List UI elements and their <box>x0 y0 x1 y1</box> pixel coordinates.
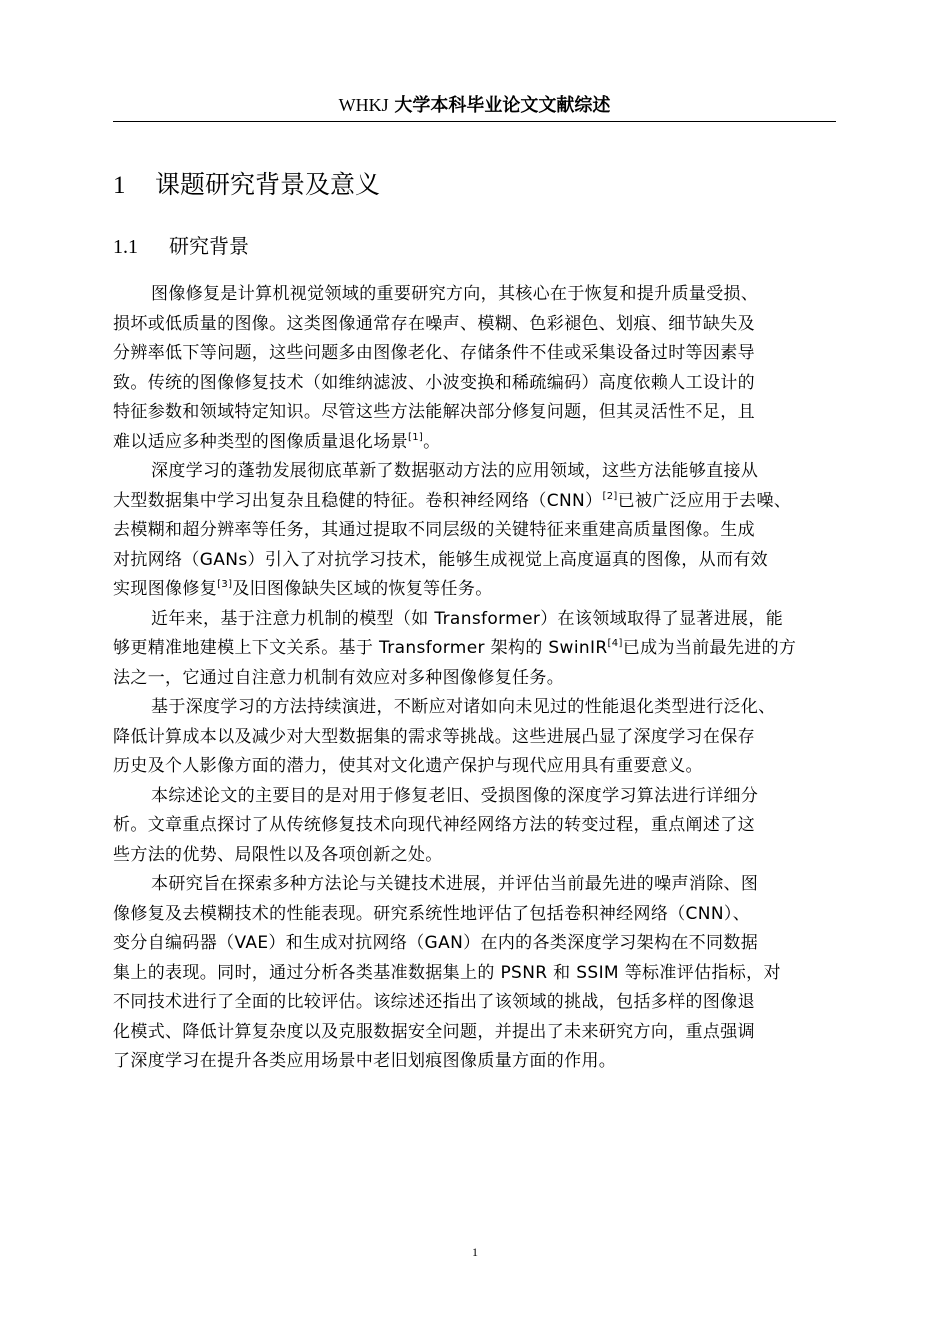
page-number: 1 <box>472 1245 478 1259</box>
body-line <box>113 310 837 340</box>
body-line <box>113 693 837 723</box>
running-header <box>113 92 836 119</box>
header-rule <box>113 121 836 122</box>
line-text-after: 及旧图像缺失区域的恢复等任务。 <box>232 579 493 599</box>
line-text: 分辨率低下等问题，这些问题多由图像老化、存储条件不佳或采集设备过时等因素导 <box>113 343 755 363</box>
line-text: 降低计算成本以及减少对大型数据集的需求等挑战。这些进展凸显了深度学习在保存 <box>113 726 755 747</box>
subsection-number: 1.1 <box>113 236 138 258</box>
line-text: 图像修复是计算机视觉领域的重要研究方向，其核心在于恢复和提升质量受损、 <box>151 284 759 304</box>
body-line <box>113 605 837 635</box>
subsection-title: 研究背景 <box>169 234 249 258</box>
line-text: 历史及个人影像方面的潜力，使其对文化遗产保护与现代应用具有重要意义。 <box>113 756 703 776</box>
line-text: 本综述论文的主要目的是对用于修复老旧、受损图像的深度学习算法进行详细分 <box>151 785 759 806</box>
citation-ref: [2] <box>602 490 618 502</box>
line-text: 损坏或低质量的图像。这类图像通常存在噪声、模糊、色彩褪色、划痕、细节缺失及 <box>113 313 755 334</box>
line-text-after: 已被广泛应用于去噪、 <box>617 490 792 511</box>
body-line <box>113 487 837 517</box>
line-text-after: 已成为当前最先进的方 <box>622 638 797 658</box>
line-text: 特征参数和领域特定知识。尽管这些方法能解决部分修复问题，但其灵活性不足，且 <box>113 402 755 422</box>
body-line <box>113 811 837 841</box>
line-text: 析。文章重点探讨了从传统修复技术向现代神经网络方法的转变过程，重点阐述了这 <box>113 815 755 835</box>
citation-ref: [4] <box>607 638 623 649</box>
line-text: 本研究旨在探索多种方法论与关键技术进展，并评估当前最先进的噪声消除、图 <box>151 874 759 894</box>
section-heading <box>113 168 380 203</box>
body-line <box>113 723 837 753</box>
header-title: 大学本科毕业论文文献综述 <box>394 95 611 116</box>
body-line <box>113 280 837 310</box>
subsection-heading <box>113 232 249 261</box>
body-line <box>113 369 837 399</box>
line-text: 近年来，基于注意力机制的模型（如 Transformer）在该领域取得了显著进展，能 <box>151 608 784 629</box>
line-text: 基于深度学习的方法持续演进，不断应对诸如向未见过的性能退化类型进行泛化、 <box>151 697 776 717</box>
body-line <box>113 752 837 782</box>
citation-ref: [1] <box>407 431 424 443</box>
body-line <box>113 1047 837 1077</box>
line-text: 了深度学习在提升各类应用场景中老旧划痕图像质量方面的作用。 <box>113 1051 617 1071</box>
line-text: 不同技术进行了全面的比较评估。该综述还指出了该领域的挑战，包括多样的图像退 <box>113 992 755 1012</box>
section-title: 课题研究背景及意义 <box>155 170 381 199</box>
body-line <box>113 339 837 369</box>
line-text: 对抗网络（GANs）引入了对抗学习技术，能够生成视觉上高度逼真的图像，从而有效 <box>113 549 769 570</box>
body-line <box>113 1018 837 1048</box>
body-text <box>113 280 837 1077</box>
line-text: 致。传统的图像修复技术（如维纳滤波、小波变换和稀疏编码）高度依赖人工设计的 <box>113 372 755 393</box>
line-text: 像修复及去模糊技术的性能表现。研究系统性地评估了包括卷积神经网络（CNN）、 <box>113 903 751 924</box>
body-line <box>113 988 837 1018</box>
header-code: WHKJ <box>338 95 389 115</box>
line-text-after: 。 <box>423 431 441 452</box>
body-line <box>113 782 837 812</box>
line-text: 法之一，它通过自注意力机制有效应对多种图像修复任务。 <box>113 667 565 688</box>
body-line <box>113 959 837 989</box>
line-text: 难以适应多种类型的图像质量退化场景 <box>113 431 408 452</box>
line-text: 去模糊和超分辨率等任务，其通过提取不同层级的关键特征来重建高质量图像。生成 <box>113 520 755 540</box>
body-line <box>113 516 837 546</box>
line-text: 实现图像修复 <box>113 579 218 599</box>
body-line <box>113 428 837 458</box>
body-line <box>113 929 837 959</box>
line-text: 化模式、降低计算复杂度以及克服数据安全问题，并提出了未来研究方向，重点强调 <box>113 1021 755 1042</box>
line-text: 深度学习的蓬勃发展彻底革新了数据驱动方法的应用领域，这些方法能够直接从 <box>151 461 759 481</box>
citation-ref: [3] <box>217 579 233 590</box>
body-line <box>113 634 837 664</box>
line-text: 大型数据集中学习出复杂且稳健的特征。卷积神经网络（CNN） <box>113 490 603 511</box>
body-line <box>113 900 837 930</box>
body-line <box>113 841 837 871</box>
body-line <box>113 398 837 428</box>
line-text: 够更精准地建模上下文关系。基于 Transformer 架构的 SwinIR <box>113 638 608 658</box>
body-line <box>113 870 837 900</box>
line-text: 集上的表现。同时，通过分析各类基准数据集上的 PSNR 和 SSIM 等标准评估指标，对 <box>113 962 781 983</box>
body-line <box>113 457 837 487</box>
body-line <box>113 546 837 576</box>
line-text: 些方法的优势、局限性以及各项创新之处。 <box>113 844 443 865</box>
section-number: 1 <box>113 172 126 199</box>
body-line <box>113 664 837 694</box>
body-line <box>113 575 837 605</box>
line-text: 变分自编码器（VAE）和生成对抗网络（GAN）在内的各类深度学习架构在不同数据 <box>113 933 759 953</box>
